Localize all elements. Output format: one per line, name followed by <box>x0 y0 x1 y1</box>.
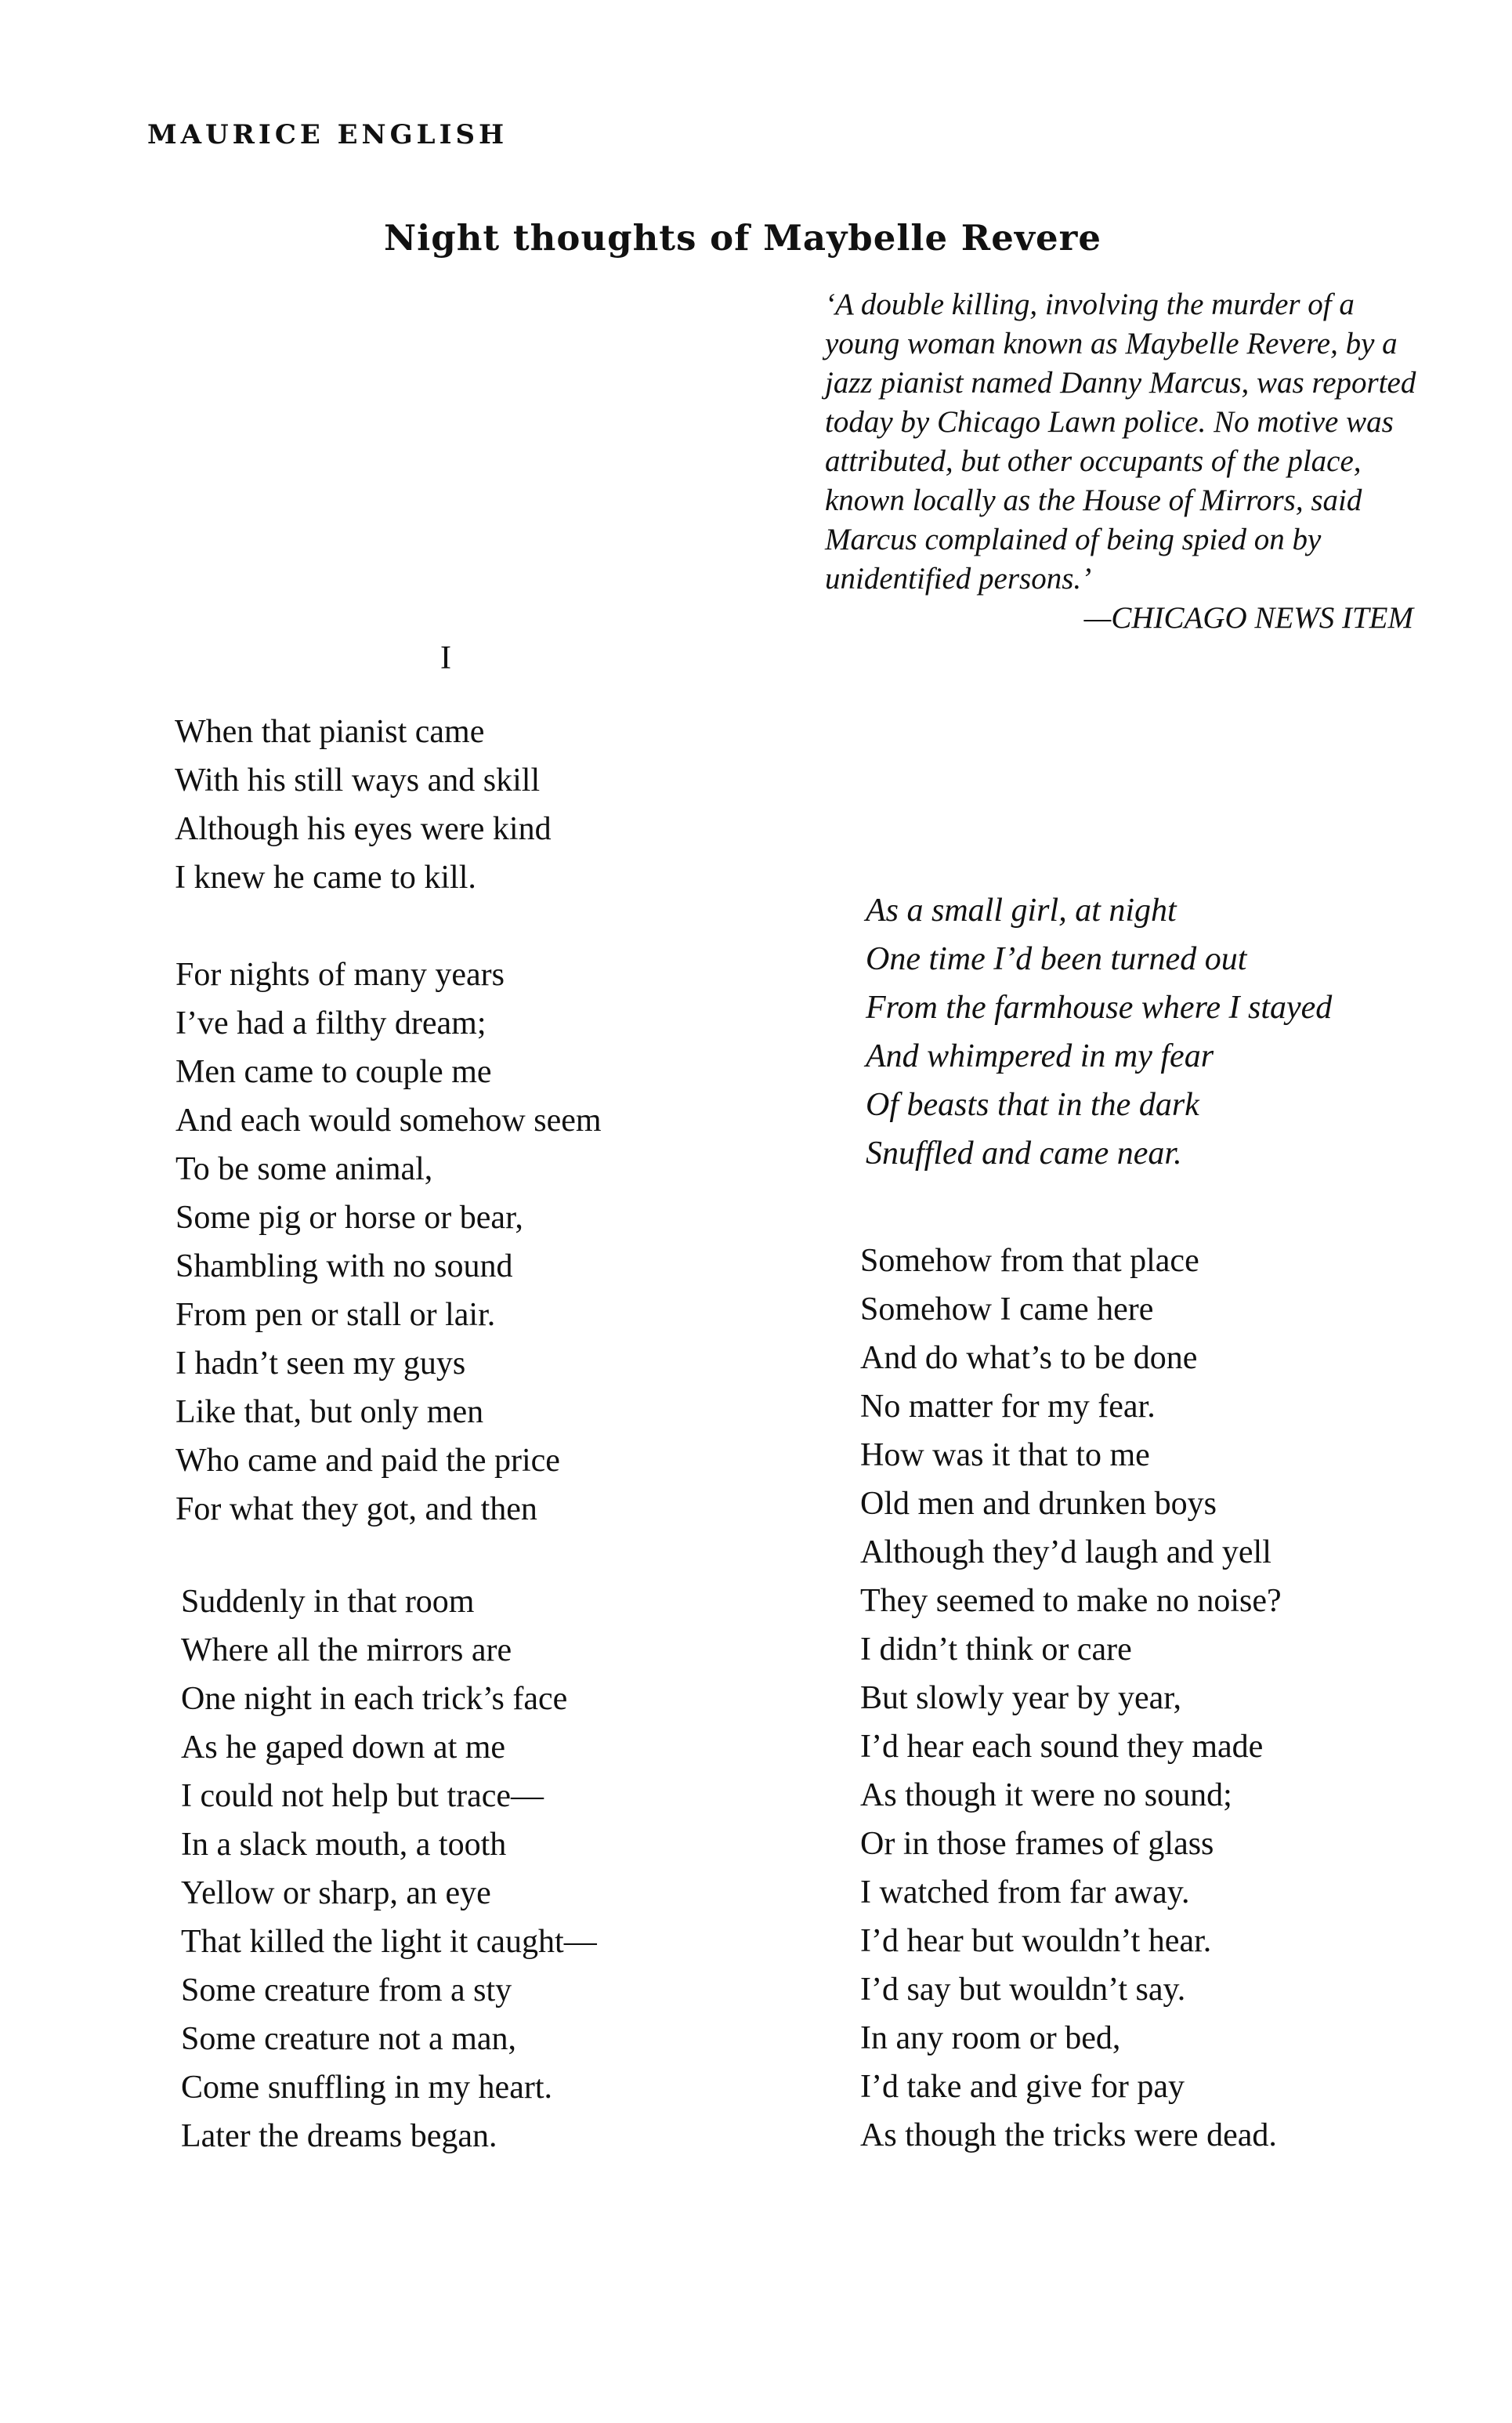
poem-line: To be some animal, <box>175 1151 433 1187</box>
poem-line: Who came and paid the price <box>175 1443 560 1479</box>
poem-line: As a small girl, at night <box>866 893 1177 929</box>
poem-line: I didn’t think or care <box>860 1632 1132 1668</box>
poem-line: Some creature not a man, <box>181 2021 516 2057</box>
poem-line: I could not help but trace— <box>181 1778 544 1814</box>
stanza-5 <box>860 1237 1282 2160</box>
poem-line: I’ve had a filthy dream; <box>175 1005 487 1041</box>
poem-line: Or in those frames of glass <box>860 1826 1214 1862</box>
poem-line: I’d hear but wouldn’t hear. <box>860 1923 1212 1959</box>
author-name: MAURICE ENGLISH <box>147 119 508 150</box>
stanza-2 <box>175 951 602 1534</box>
poem-line: For nights of many years <box>175 957 505 993</box>
poem-line: Like that, but only men <box>175 1394 484 1430</box>
poem-line: And each would somehow seem <box>175 1103 602 1139</box>
poem-line: Somehow from that place <box>860 1243 1199 1279</box>
poem-line: Of beasts that in the dark <box>866 1087 1199 1123</box>
poem-line: From pen or stall or lair. <box>175 1297 496 1333</box>
poem-line: One night in each trick’s face <box>181 1681 568 1717</box>
stanza-3 <box>181 1577 597 2160</box>
poem-line: In any room or bed, <box>860 2020 1121 2056</box>
poem-line: Shambling with no sound <box>175 1248 513 1284</box>
poem-line: Where all the mirrors are <box>181 1632 512 1668</box>
poem-line: When that pianist came <box>175 714 485 750</box>
poem-line: As though it were no sound; <box>860 1777 1232 1813</box>
poem-line: Although they’d laugh and yell <box>860 1534 1271 1570</box>
stanza-1 <box>175 708 552 902</box>
poem-line: Men came to couple me <box>175 1054 492 1090</box>
poem-line: I’d say but wouldn’t say. <box>860 1972 1186 2008</box>
poem-line: That killed the light it caught— <box>181 1924 597 1960</box>
poem-line: For what they got, and then <box>175 1491 537 1527</box>
poem-line: I watched from far away. <box>860 1874 1190 1911</box>
poem-line: As he gaped down at me <box>181 1729 506 1766</box>
poem-line: Come snuffling in my heart. <box>181 2070 552 2106</box>
poem-line: One time I’d been turned out <box>866 941 1247 977</box>
poem-line: Snuffled and came near. <box>866 1135 1182 1172</box>
poem-line: Old men and drunken boys <box>860 1486 1217 1522</box>
poem-title: Night thoughts of Maybelle Revere <box>384 217 1101 259</box>
poem-line: With his still ways and skill <box>175 762 541 799</box>
poem-line: But slowly year by year, <box>860 1680 1182 1716</box>
poem-line: They seemed to make no noise? <box>860 1583 1282 1619</box>
poem-line: Later the dreams began. <box>181 2118 497 2154</box>
epigraph-text: ‘A double killing, involving the murder of a young woman known as Maybelle Revere, by a jazz pianist named Danny Marcus, was reported today by Chicago Lawn police. No motive was attributed, but other occupants of the place, known locally as the House of Mirrors, said Marcus complained of being spied on by unidentified persons.’ <box>825 288 1416 596</box>
poem-line: From the farmhouse where I stayed <box>866 990 1333 1026</box>
epigraph <box>825 285 1420 638</box>
poem-line: In a slack mouth, a tooth <box>181 1827 507 1863</box>
poem-line: Somehow I came here <box>860 1291 1154 1327</box>
poem-line: Yellow or sharp, an eye <box>181 1875 491 1911</box>
epigraph-source: —CHICAGO NEWS ITEM <box>1083 601 1413 635</box>
poem-line: Some pig or horse or bear, <box>175 1200 523 1236</box>
stanza-4 <box>866 886 1332 1178</box>
section-number: I <box>440 640 451 676</box>
poem-line: And whimpered in my fear <box>866 1038 1214 1074</box>
poem-line: I’d hear each sound they made <box>860 1729 1264 1765</box>
poem-line: How was it that to me <box>860 1437 1150 1473</box>
poem-line: Suddenly in that room <box>181 1584 475 1620</box>
poem-line: Although his eyes were kind <box>175 811 552 847</box>
poem-line: As though the tricks were dead. <box>860 2117 1277 2153</box>
poem-line: And do what’s to be done <box>860 1340 1198 1376</box>
poem-line: I hadn’t seen my guys <box>175 1346 466 1382</box>
poem-line: Some creature from a sty <box>181 1972 512 2008</box>
poem-line: I’d take and give for pay <box>860 2069 1185 2105</box>
poem-line: No matter for my fear. <box>860 1389 1156 1425</box>
poem-line: I knew he came to kill. <box>175 860 476 896</box>
